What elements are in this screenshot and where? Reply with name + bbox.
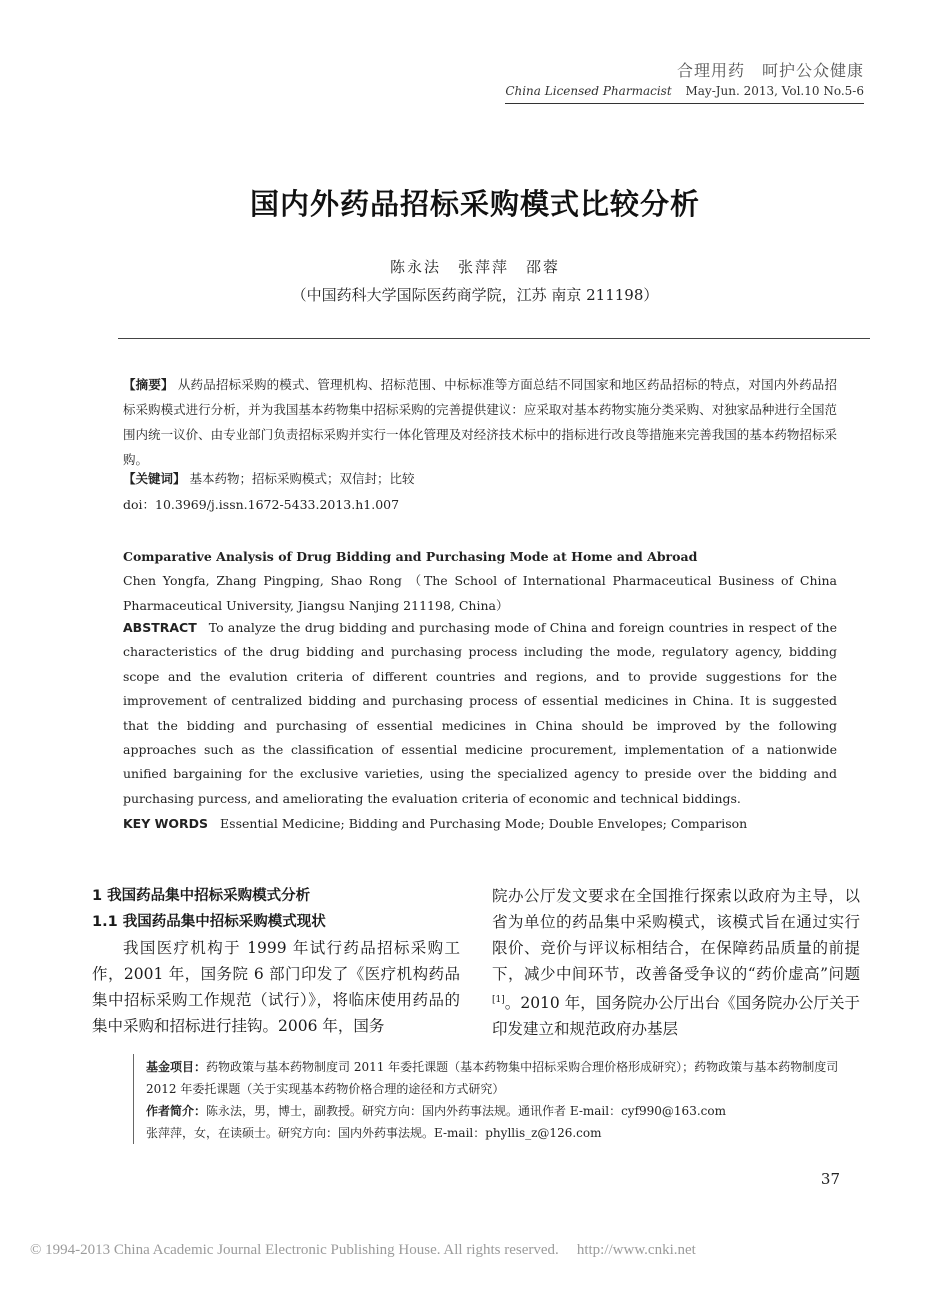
journal-issue-line bbox=[470, 84, 864, 98]
paper-authors: 陈永法 张萍萍 邵蓉 bbox=[389, 258, 560, 276]
abstract-cn-label: 【摘要】 bbox=[123, 377, 174, 392]
english-keywords-text: Essential Medicine; Bidding and Purchasing Mode; Double Envelopes; Comparison bbox=[220, 816, 748, 831]
english-abstract bbox=[123, 616, 837, 811]
english-abstract-label: ABSTRACT bbox=[123, 620, 197, 635]
paper-affiliation: （中国药科大学国际医药商学院，江苏 南京 211198） bbox=[291, 286, 659, 304]
author-text: 陈永法，男，博士，副教授。研究方向：国内外药事法规。通讯作者 E-mail：cyf990@163.com bbox=[206, 1104, 726, 1118]
journal-slogan: 合理用药 呵护公众健康 bbox=[676, 61, 864, 80]
english-keywords bbox=[123, 811, 837, 836]
reference-marker[interactable]: [1] bbox=[492, 995, 505, 1005]
english-authors: Chen Yongfa, Zhang Pingping, Shao Rong （The School of International Pharmaceutical Business of China Pharmaceutical University, Jiangsu Nanjing 211198, China） bbox=[123, 573, 837, 613]
body-paragraph: 我国医疗机构于 1999 年试行药品招标采购工作，2001 年，国务院 6 部门印发了《医疗机构药品集中招标采购工作规范（试行）》，将临床使用药品的集中采购和招标进行挂钩。2006 年，国务 bbox=[92, 939, 460, 1035]
abstract-cn bbox=[123, 372, 837, 472]
keywords-cn bbox=[123, 466, 837, 491]
section-divider bbox=[118, 338, 870, 339]
keywords-cn-label: 【关键词】 bbox=[123, 471, 186, 486]
body-left-column bbox=[92, 883, 460, 1039]
fund-label: 基金项目： bbox=[146, 1060, 207, 1074]
page-number: 37 bbox=[820, 1170, 840, 1188]
section-heading-1-1: 1.1 我国药品集中招标采购模式现状 bbox=[92, 914, 326, 930]
abstract-cn-text: 从药品招标采购的模式、管理机构、招标范围、中标标准等方面总结不同国家和地区药品招标的特点，对国内外药品招标采购模式进行分析，并为我国基本药物集中招标采购的完善提供建议：应采取对基本药物实施分类采购、对独家品种进行全国范围内统一议价、由专业部门负责招标采购并实行一体化管理及对经济技术标中的指标进行改良等措施来完善我国的基本药物招标采购。 bbox=[123, 377, 837, 467]
english-title: Comparative Analysis of Drug Bidding and Purchasing Mode at Home and Abroad bbox=[123, 549, 698, 564]
journal-name: China Licensed Pharmacist bbox=[505, 84, 672, 98]
fund-note bbox=[146, 1056, 868, 1100]
english-keywords-label: KEY WORDS bbox=[123, 816, 209, 831]
body-paragraph-cont-2: 。2010 年，国务院办公厅出台《国务院办公厅关于印发建立和规范政府办基层 bbox=[492, 994, 860, 1039]
author2-note: 张萍萍，女，在读硕士。研究方向：国内外药事法规。E-mail：phyllis_z@126.com bbox=[146, 1126, 602, 1140]
author-note bbox=[146, 1100, 868, 1122]
body-right-column bbox=[492, 883, 860, 1042]
cnki-link[interactable]: http://www.cnki.net bbox=[576, 1242, 696, 1258]
fund-text: 药物政策与基本药物制度司 2011 年委托课题（基本药物集中招标采购合理价格形成研究）；药物政策与基本药物制度司 2012 年委托课题（关于实现基本药物价格合理的途径和方式研究） bbox=[146, 1060, 839, 1096]
footnotes bbox=[146, 1056, 868, 1144]
header-rule bbox=[505, 103, 864, 104]
copyright-text: © 1994-2013 China Academic Journal Electronic Publishing House. All rights reserved. bbox=[30, 1242, 559, 1258]
body-paragraph-cont: 院办公厅发文要求在全国推行探索以政府为主导，以省为单位的药品集中采购模式，该模式旨在通过实行限价、竞价与评议标相结合，在保障药品质量的前提下，减少中间环节，改善备受争议的“药价虚高”问题 bbox=[492, 887, 860, 983]
footnote-rule bbox=[133, 1054, 134, 1144]
english-abstract-text: To analyze the drug bidding and purchasing mode of China and foreign countries in respect of the characteristics of the drug bidding and purchasing process including the mode, regulatory agency, bidding scope and the evalution criteria of different countries and regions, and to provide suggestions for the improvement of centralized bidding and purchasing process of essential medicines in China. It is suggested that the bidding and purchasing of essential medicines in China should be improved by the following approaches such as the classification of essential medicine procurement, implementation of a nationwide unified bargaining for the exclusive varieties, using the specialized agency to preside over the bidding and purchasing purcess, and ameliorating the evaluation criteria of economic and technical biddings. bbox=[123, 620, 837, 806]
keywords-cn-text: 基本药物；招标采购模式；双信封；比较 bbox=[189, 471, 415, 486]
section-heading-1: 1 我国药品集中招标采购模式分析 bbox=[92, 888, 311, 904]
issue-info: May-Jun. 2013, Vol.10 No.5-6 bbox=[685, 84, 864, 98]
doi: doi：10.3969/j.issn.1672-5433.2013.h1.007 bbox=[123, 497, 400, 512]
copyright-line bbox=[30, 1242, 920, 1259]
author-label: 作者简介： bbox=[146, 1104, 207, 1118]
paper-title: 国内外药品招标采购模式比较分析 bbox=[249, 187, 700, 221]
